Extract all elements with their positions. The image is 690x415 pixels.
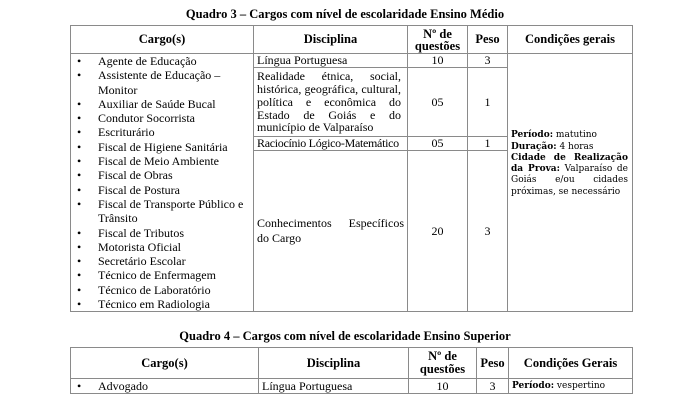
list-item: • Fiscal de Tributos — [71, 226, 253, 240]
list-item: • Escriturário — [71, 125, 253, 139]
list-item: • Técnico de Enfermagem — [71, 268, 253, 282]
list-item: • Técnico de Laboratório — [71, 283, 253, 297]
disciplina-cell: Conhecimentos Específicos do Cargo — [254, 151, 408, 312]
cargo-list-cell — [71, 54, 254, 312]
duracao-line: Duração: 4 horas — [511, 141, 594, 152]
peso-cell: 3 — [468, 151, 508, 312]
peso-cell: 3 — [477, 379, 509, 394]
list-item: • Assistente de Educação – Monitor — [71, 68, 253, 97]
questoes-cell: 20 — [408, 151, 468, 312]
peso-cell: 1 — [468, 68, 508, 137]
list-item: • Secretário Escolar — [71, 254, 253, 268]
condicoes-cell — [508, 54, 633, 312]
header-questoes: Nº de questões — [409, 348, 477, 379]
list-item: • Fiscal de Meio Ambiente — [71, 154, 253, 168]
header-questoes: Nº de questões — [408, 26, 468, 54]
periodo-line: Período: matutino — [511, 130, 597, 141]
list-item: • Auxiliar de Saúde Bucal — [71, 97, 253, 111]
list-item: • Fiscal de Obras — [71, 168, 253, 182]
questoes-cell: 10 — [408, 54, 468, 68]
header-cargo: Cargo(s) — [71, 348, 259, 379]
list-item: • Motorista Oficial — [71, 240, 253, 254]
peso-cell: 3 — [468, 54, 508, 68]
list-item: • Agente de Educação — [71, 54, 253, 68]
header-condicoes: Condições gerais — [508, 26, 633, 54]
header-peso: Peso — [477, 348, 509, 379]
cidade-line: Cidade de Realização da Prova: Valparaíso de Goiás e/ou cidades próximas, se necessário — [511, 152, 628, 197]
peso-cell: 1 — [468, 137, 508, 151]
quadro3-table — [70, 25, 633, 312]
cargo-list — [71, 379, 258, 393]
quadro4-table — [70, 347, 633, 394]
cargo-cell — [71, 379, 259, 394]
list-item: • Técnico em Radiologia — [71, 297, 253, 311]
header-condicoes: Condições Gerais — [509, 348, 633, 379]
questoes-cell: 10 — [409, 379, 477, 394]
list-item: • Fiscal de Higiene Sanitária — [71, 140, 253, 154]
list-item: • Advogado — [71, 379, 258, 393]
list-item: • Condutor Socorrista — [71, 111, 253, 125]
questoes-cell: 05 — [408, 68, 468, 137]
header-disciplina: Disciplina — [254, 26, 408, 54]
list-item: • Fiscal de Postura — [71, 183, 253, 197]
disciplina-cell: Língua Portuguesa — [254, 54, 408, 68]
header-disciplina: Disciplina — [259, 348, 409, 379]
disciplina-cell: Raciocínio Lógico-Matemático — [254, 137, 408, 151]
quadro3-caption: Quadro 3 – Cargos com nível de escolaridade Ensino Médio — [185, 7, 505, 21]
list-item: • Fiscal de Transporte Público e Trânsito — [71, 197, 253, 226]
disciplina-cell: Língua Portuguesa — [259, 379, 409, 394]
header-cargo: Cargo(s) — [71, 26, 254, 54]
questoes-cell: 05 — [408, 137, 468, 151]
condicoes-cell: Período: vespertino — [509, 379, 633, 394]
header-peso: Peso — [468, 26, 508, 54]
quadro4-caption: Quadro 4 – Cargos com nível de escolaridade Ensino Superior — [179, 329, 511, 343]
disciplina-cell: Realidade étnica, social, histórica, geográfica, cultural, política e econômica do Estado de Goiás e do município de Valparaíso — [254, 68, 408, 137]
cargo-list — [71, 54, 253, 311]
